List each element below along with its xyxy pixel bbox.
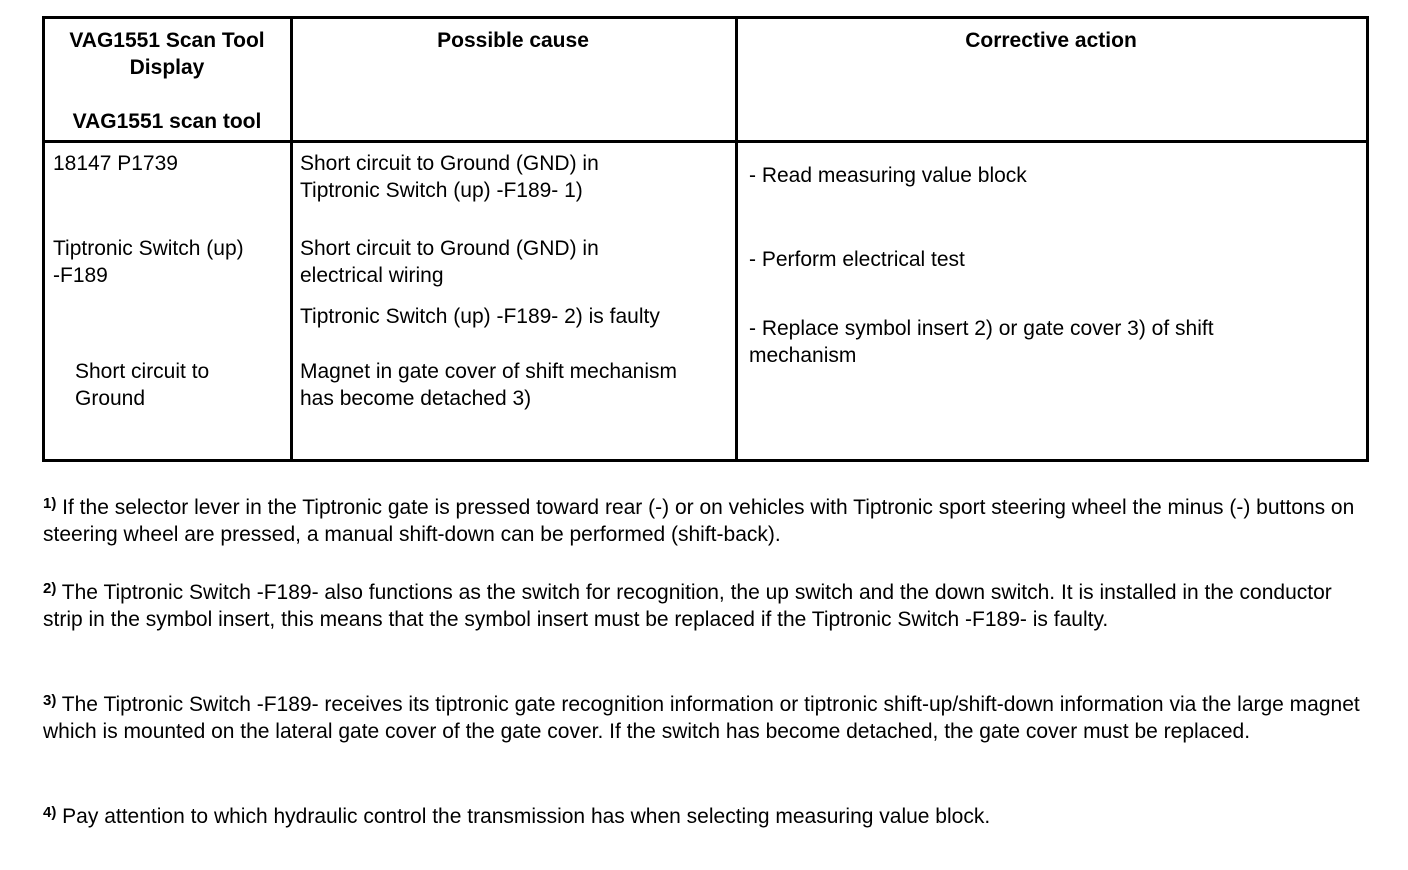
footnote-1 <box>43 494 1373 548</box>
fault-type-line1: Short circuit to <box>75 360 210 383</box>
footnote-1-text: If the selector lever in the Tiptronic gate is pressed toward rear (-) or on vehicles with Tiptronic sport steering wheel the minus (-) buttons on steering wheel are pressed, a manual shift-down can be performed (shift-back). <box>43 496 1355 546</box>
header-scan-tool-label: VAG1551 scan tool <box>72 110 262 133</box>
footnote-2-text: The Tiptronic Switch -F189- also functions as the switch for recognition, the up switch and the down switch. It is installed in the conductor strip in the symbol insert, this means that the symbol insert must be replaced if the Tiptronic Switch -F189- is faulty. <box>43 581 1332 631</box>
footnote-3-text: The Tiptronic Switch -F189- receives its tiptronic gate recognition information or tiptronic shift-up/shift-down information via the large magnet which is mounted on the lateral gate cover of the gate cover. If the switch has become detached, the gate cover must be replaced. <box>43 693 1360 743</box>
cause-3-line1: Tiptronic Switch (up) -F189- 2) is faulty <box>300 305 660 328</box>
header-divider <box>42 140 1369 143</box>
column-divider-1 <box>290 16 293 462</box>
footnote-2-marker: 2) <box>43 580 57 597</box>
footnote-1-marker: 1) <box>43 495 57 512</box>
footnote-4-marker: 4) <box>43 804 57 821</box>
footnote-3-marker: 3) <box>43 692 57 709</box>
table-bottom-border <box>42 459 1369 462</box>
table-top-border <box>42 16 1369 19</box>
cause-1-line1: Short circuit to Ground (GND) in <box>300 152 599 175</box>
fault-code: 18147 P1739 <box>53 152 178 175</box>
cause-4-line2: has become detached 3) <box>300 387 532 410</box>
header-scan-tool-display-line2: Display <box>129 56 205 79</box>
footnote-3 <box>43 691 1373 745</box>
cause-1-line2: Tiptronic Switch (up) -F189- 1) <box>300 179 583 202</box>
header-possible-cause: Possible cause <box>437 29 589 52</box>
component-name-line1: Tiptronic Switch (up) <box>53 237 244 260</box>
action-3-line2: mechanism <box>749 344 857 367</box>
table-left-border <box>42 16 45 462</box>
column-divider-2 <box>735 16 738 462</box>
fault-type-line2: Ground <box>75 387 146 410</box>
header-corrective-action: Corrective action <box>965 29 1137 52</box>
cause-2-line1: Short circuit to Ground (GND) in <box>300 237 599 260</box>
cause-4-line1: Magnet in gate cover of shift mechanism <box>300 360 678 383</box>
header-scan-tool-display-line1: VAG1551 Scan Tool <box>69 29 265 52</box>
action-2-line1: - Perform electrical test <box>749 248 965 271</box>
action-3-line1: - Replace symbol insert 2) or gate cover 3) of shift <box>749 317 1214 340</box>
footnote-4 <box>43 803 1373 830</box>
component-name-line2: -F189 <box>53 264 108 287</box>
footnote-4-text: Pay attention to which hydraulic control the transmission has when selecting measuring value block. <box>56 805 991 828</box>
action-1-line1: - Read measuring value block <box>749 164 1027 187</box>
table-right-border <box>1366 16 1369 462</box>
cause-2-line2: electrical wiring <box>300 264 444 287</box>
footnote-2 <box>43 579 1373 633</box>
